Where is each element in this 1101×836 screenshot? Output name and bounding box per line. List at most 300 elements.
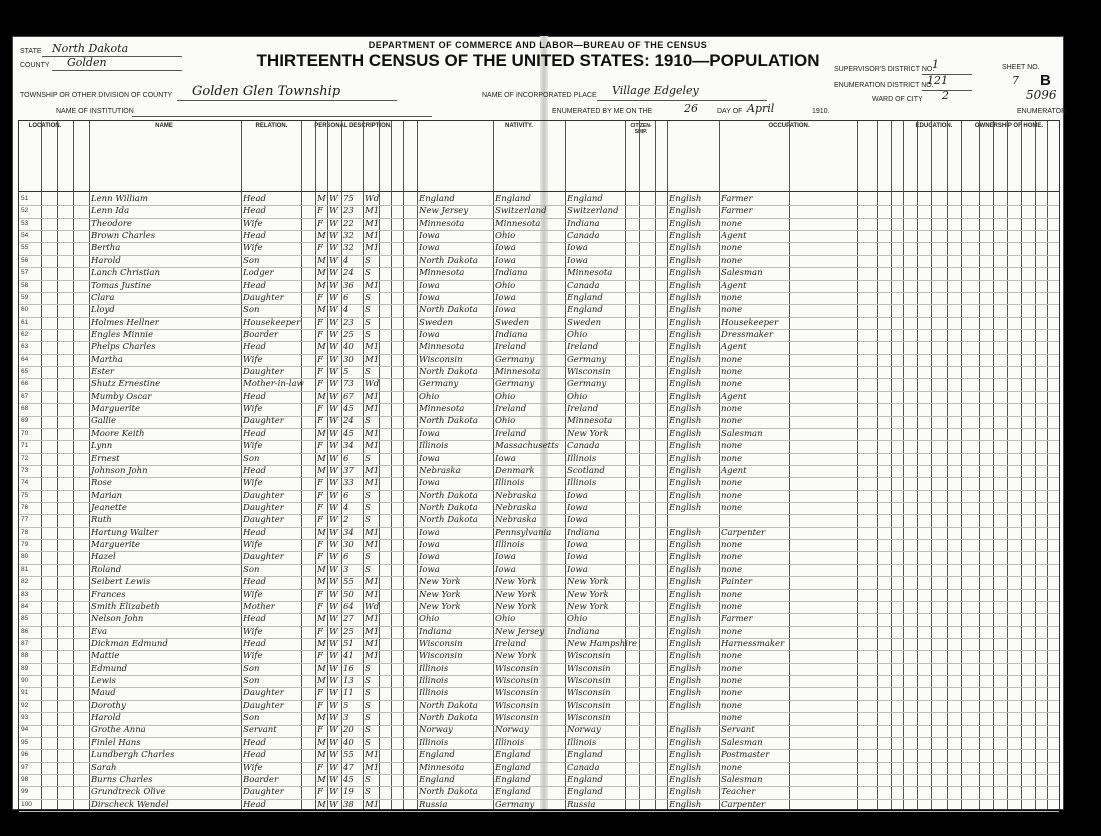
row-lang: English — [669, 614, 702, 625]
incorporated-line — [597, 100, 767, 101]
row-birth: North Dakota — [419, 787, 478, 798]
row-rel: Wife — [243, 404, 263, 415]
row-ms: M1 — [365, 527, 380, 538]
row-lang: English — [669, 342, 702, 353]
row-lang: English — [669, 750, 702, 761]
row-race: W — [329, 354, 338, 365]
row-age: 73 — [343, 379, 354, 390]
row-sex: M — [317, 342, 326, 353]
row-occ: Carpenter — [721, 799, 766, 810]
row-ms: Wd — [365, 379, 380, 390]
row-father: Iowa — [495, 564, 516, 575]
row-race: W — [329, 391, 338, 402]
row-n: 67 — [21, 392, 29, 400]
row-birth: Iowa — [419, 428, 440, 439]
row-age: 6 — [343, 552, 349, 563]
row-race: W — [329, 243, 338, 254]
row-race: W — [329, 453, 338, 464]
punch-hole — [1070, 456, 1083, 469]
row-birth: Iowa — [419, 527, 440, 538]
row-rel: Head — [243, 638, 266, 649]
row-sex: M — [317, 737, 326, 748]
row-occ: none — [721, 688, 743, 699]
row-lang: English — [669, 503, 702, 513]
row-ms: M1 — [365, 231, 380, 242]
row-age: 30 — [343, 354, 354, 365]
row-birth: Illinois — [419, 676, 449, 687]
institution-line — [132, 116, 432, 117]
row-n: 61 — [21, 318, 29, 326]
row-mother: New York — [567, 601, 609, 612]
row-name: Mumby Oscar — [91, 391, 152, 402]
row-age: 6 — [343, 490, 349, 501]
row-occ: Salesman — [721, 774, 763, 785]
row-rel: Wife — [243, 354, 263, 365]
row-race: W — [329, 317, 338, 328]
row-ms: M1 — [365, 614, 380, 625]
row-name: Nelson John — [91, 614, 144, 625]
row-n: 60 — [21, 306, 29, 314]
row-name: Shutz Ernestine — [91, 379, 161, 390]
row-mother: New York — [567, 428, 609, 439]
row-father: Wisconsin — [495, 663, 539, 674]
row-race: W — [329, 416, 338, 427]
row-race: W — [329, 515, 338, 526]
row-sex: M — [317, 268, 326, 279]
row-sex: M — [317, 774, 326, 785]
row-sex: F — [317, 354, 323, 365]
row-lang: English — [669, 367, 702, 378]
row-rel: Head — [243, 391, 266, 402]
row-mother: England — [567, 787, 603, 798]
col-relation: RELATION. — [255, 123, 288, 129]
row-mother: Iowa — [567, 490, 588, 501]
row-mother: Illinois — [567, 737, 597, 748]
row-birth: Russia — [419, 799, 448, 810]
row-birth: New Jersey — [419, 206, 469, 217]
row-father: Ireland — [495, 342, 527, 353]
page-stamp: 5096 — [1026, 88, 1057, 102]
row-name: Grundtreck Olive — [91, 787, 166, 798]
row-occ: Salesman — [721, 737, 763, 748]
row-birth: Iowa — [419, 231, 440, 242]
row-n: 92 — [21, 701, 29, 709]
row-father: Norway — [495, 725, 529, 736]
row-n: 88 — [21, 652, 29, 660]
row-birth: Wisconsin — [419, 638, 463, 649]
row-age: 5 — [343, 700, 349, 711]
row-name: Marian — [91, 490, 123, 501]
row-mother: Canada — [567, 762, 600, 773]
row-n: 64 — [21, 355, 29, 363]
row-sex: M — [317, 663, 326, 674]
row-age: 3 — [343, 564, 349, 575]
row-ms: S — [365, 317, 371, 328]
row-age: 23 — [343, 317, 354, 328]
row-lang: English — [669, 527, 702, 538]
ward-value: 2 — [942, 89, 949, 102]
row-n: 58 — [21, 281, 29, 289]
row-rel: Daughter — [243, 416, 284, 427]
day-of-label: DAY OF — [717, 108, 743, 115]
row-age: 36 — [343, 280, 354, 291]
row-lang: English — [669, 626, 702, 637]
enumerated-month: April — [747, 102, 775, 115]
row-father: Nebraska — [495, 503, 537, 513]
row-race: W — [329, 404, 338, 415]
row-occ: none — [721, 416, 743, 427]
row-ms: M1 — [365, 465, 380, 476]
row-race: W — [329, 194, 338, 204]
county-value: Golden — [67, 56, 107, 69]
row-mother: Ohio — [567, 329, 588, 340]
row-ms: S — [365, 416, 371, 427]
ward-label: WARD OF CITY — [872, 96, 923, 103]
row-father: New York — [495, 651, 537, 662]
row-lang: English — [669, 737, 702, 748]
enumerator-label: ENUMERATOR. — [1017, 108, 1069, 115]
row-race: W — [329, 367, 338, 378]
row-birth: Minnesota — [419, 762, 465, 773]
row-father: Nebraska — [495, 515, 537, 526]
row-rel: Wife — [243, 243, 263, 254]
row-sex: F — [317, 292, 323, 303]
row-birth: England — [419, 194, 455, 204]
row-name: Roland — [91, 564, 122, 575]
row-sex: F — [317, 651, 323, 662]
row-birth: Illinois — [419, 688, 449, 699]
county-line — [52, 70, 182, 71]
row-father: Massachusetts — [495, 441, 559, 452]
row-n: 86 — [21, 627, 29, 635]
row-mother: England — [567, 774, 603, 785]
row-race: W — [329, 676, 338, 687]
col-occupation: OCCUPATION. — [768, 123, 810, 129]
row-father: Wisconsin — [495, 676, 539, 687]
row-n: 82 — [21, 578, 29, 586]
row-n: 94 — [21, 726, 29, 734]
row-father: Ireland — [495, 428, 527, 439]
row-occ: Salesman — [721, 428, 763, 439]
row-father: Minnesota — [495, 367, 541, 378]
row-rel: Wife — [243, 762, 263, 773]
row-birth: Minnesota — [419, 218, 465, 229]
row-rel: Head — [243, 342, 266, 353]
row-name: Ester — [91, 367, 115, 378]
row-lang: English — [669, 787, 702, 798]
row-age: 6 — [343, 453, 349, 464]
row-sex: F — [317, 552, 323, 563]
row-occ: none — [721, 651, 743, 662]
row-father: Ohio — [495, 614, 516, 625]
row-occ: Farmer — [721, 194, 753, 204]
row-sex: F — [317, 725, 323, 736]
row-birth: North Dakota — [419, 255, 478, 266]
row-race: W — [329, 342, 338, 353]
row-rel: Son — [243, 663, 260, 674]
row-race: W — [329, 527, 338, 538]
row-race: W — [329, 713, 338, 724]
row-age: 55 — [343, 750, 354, 761]
row-race: W — [329, 428, 338, 439]
row-name: Hazel — [91, 552, 116, 563]
row-lang: English — [669, 218, 702, 229]
census-sheet — [12, 36, 1069, 810]
row-name: Lewis — [91, 676, 117, 687]
row-occ: Dressmaker — [721, 329, 774, 340]
row-birth: Wisconsin — [419, 651, 463, 662]
row-race: W — [329, 268, 338, 279]
row-n: 52 — [21, 207, 29, 215]
row-father: New York — [495, 577, 537, 588]
row-age: 64 — [343, 601, 354, 612]
row-birth: Iowa — [419, 478, 440, 489]
row-mother: Ohio — [567, 614, 588, 625]
row-age: 67 — [343, 391, 354, 402]
township-line — [177, 100, 397, 101]
row-mother: Iowa — [567, 552, 588, 563]
row-father: Pennsylvania — [495, 527, 552, 538]
row-rel: Mother-in-law — [243, 379, 304, 390]
row-father: Sweden — [495, 317, 530, 328]
row-sex: M — [317, 577, 326, 588]
row-ms: M1 — [365, 280, 380, 291]
row-mother: Iowa — [567, 255, 588, 266]
row-race: W — [329, 725, 338, 736]
row-sex: M — [317, 391, 326, 402]
row-occ: none — [721, 478, 743, 489]
row-sex: M — [317, 231, 326, 242]
row-race: W — [329, 601, 338, 612]
row-age: 6 — [343, 292, 349, 303]
row-mother: Indiana — [567, 626, 600, 637]
row-occ: Harnessmaker — [721, 638, 785, 649]
row-age: 32 — [343, 243, 354, 254]
row-sex: M — [317, 564, 326, 575]
row-age: 51 — [343, 638, 354, 649]
row-birth: Minnesota — [419, 268, 465, 279]
row-mother: Canada — [567, 280, 600, 291]
row-n: 54 — [21, 232, 29, 240]
row-lang: English — [669, 725, 702, 736]
row-lang: English — [669, 651, 702, 662]
row-rel: Head — [243, 614, 266, 625]
row-mother: New York — [567, 577, 609, 588]
row-age: 34 — [343, 527, 354, 538]
row-rel: Head — [243, 428, 266, 439]
row-ms: M1 — [365, 750, 380, 761]
row-ms: S — [365, 737, 371, 748]
row-father: Indiana — [495, 268, 528, 279]
row-occ: none — [721, 762, 743, 773]
row-rel: Daughter — [243, 787, 284, 798]
row-mother: Germany — [567, 379, 607, 390]
row-ms: S — [365, 663, 371, 674]
row-father: Ohio — [495, 231, 516, 242]
row-rel: Son — [243, 676, 260, 687]
row-age: 32 — [343, 231, 354, 242]
row-sex: F — [317, 515, 323, 526]
county-label: COUNTY — [20, 62, 50, 69]
row-sex: F — [317, 762, 323, 773]
row-name: Harold — [91, 713, 121, 724]
row-occ: Agent — [721, 391, 747, 402]
row-n: 100 — [21, 800, 32, 808]
row-rel: Wife — [243, 651, 263, 662]
row-father: Illinois — [495, 478, 525, 489]
row-lang: English — [669, 663, 702, 674]
row-name: Hartung Walter — [91, 527, 159, 538]
row-ms: M1 — [365, 626, 380, 637]
punch-hole — [1070, 546, 1083, 559]
row-occ: none — [721, 564, 743, 575]
row-ms: S — [365, 564, 371, 575]
row-mother: Iowa — [567, 243, 588, 254]
row-rel: Daughter — [243, 700, 284, 711]
row-lang: English — [669, 688, 702, 699]
row-race: W — [329, 651, 338, 662]
row-lang: English — [669, 465, 702, 476]
row-rel: Son — [243, 564, 260, 575]
punch-hole — [1070, 122, 1083, 135]
row-n: 57 — [21, 269, 29, 277]
row-name: Dickman Edmund — [91, 638, 168, 649]
row-birth: Iowa — [419, 552, 440, 563]
row-father: Illinois — [495, 540, 525, 551]
row-occ: none — [721, 601, 743, 612]
row-name: Lenn William — [91, 194, 148, 204]
row-age: 40 — [343, 737, 354, 748]
row-n: 76 — [21, 504, 29, 511]
row-lang: English — [669, 552, 702, 563]
row-father: Ireland — [495, 404, 527, 415]
supervisor-value: 1 — [932, 58, 939, 71]
census-title: THIRTEENTH CENSUS OF THE UNITED STATES: 1910—POPULATION — [256, 51, 820, 70]
row-rel: Boarder — [243, 774, 279, 785]
row-n: 75 — [21, 491, 29, 499]
row-lang: English — [669, 453, 702, 464]
row-occ: none — [721, 243, 743, 254]
row-n: 98 — [21, 775, 29, 783]
row-name: Engles Minnie — [91, 329, 154, 340]
row-ms: M1 — [365, 404, 380, 415]
row-n: 70 — [21, 429, 29, 437]
row-occ: none — [721, 305, 743, 316]
row-name: Dorothy — [91, 700, 126, 711]
row-occ: none — [721, 255, 743, 266]
row-rel: Housekeeper — [243, 317, 301, 328]
row-name: Rose — [91, 478, 112, 489]
row-n: 73 — [21, 466, 29, 474]
row-n: 53 — [21, 219, 29, 227]
row-rel: Daughter — [243, 503, 284, 513]
row-ms: M1 — [365, 391, 380, 402]
row-father: Germany — [495, 379, 535, 390]
row-occ: Painter — [721, 577, 753, 588]
row-sex: F — [317, 416, 323, 427]
row-name: Maud — [91, 688, 116, 699]
row-occ: Carpenter — [721, 527, 766, 538]
row-n: 81 — [21, 565, 29, 573]
row-name: Theodore — [91, 218, 132, 229]
row-father: Illinois — [495, 737, 525, 748]
row-ms: S — [365, 688, 371, 699]
state-line — [42, 56, 182, 57]
row-name: Grothe Anna — [91, 725, 146, 736]
row-mother: Sweden — [567, 317, 602, 328]
row-name: Harold — [91, 255, 121, 266]
enumerated-label: ENUMERATED BY ME ON THE — [552, 108, 653, 115]
row-lang: English — [669, 799, 702, 810]
row-rel: Daughter — [243, 552, 284, 563]
row-sex: F — [317, 787, 323, 798]
row-sex: F — [317, 206, 323, 217]
row-sex: F — [317, 404, 323, 415]
row-n: 89 — [21, 664, 29, 672]
row-lang: English — [669, 774, 702, 785]
row-race: W — [329, 626, 338, 637]
table-row — [19, 490, 1059, 503]
row-lang: English — [669, 540, 702, 551]
row-name: Moore Keith — [91, 428, 145, 439]
row-father: England — [495, 762, 531, 773]
state-label: STATE — [20, 48, 42, 55]
row-rel: Head — [243, 527, 266, 538]
row-mother: Iowa — [567, 564, 588, 575]
row-n: 65 — [21, 368, 29, 376]
row-n: 55 — [21, 244, 29, 252]
row-occ: Agent — [721, 465, 747, 476]
row-race: W — [329, 280, 338, 291]
department-heading: DEPARTMENT OF COMMERCE AND LABOR—BUREAU OF THE CENSUS — [368, 40, 708, 50]
row-father: Ohio — [495, 280, 516, 291]
row-father: England — [495, 194, 531, 204]
row-father: Nebraska — [495, 490, 537, 501]
row-mother: Iowa — [567, 515, 588, 526]
row-birth: Iowa — [419, 280, 440, 291]
col-education: EDUCATION. — [915, 123, 953, 129]
enum-district-label: ENUMERATION DISTRICT NO. — [834, 82, 934, 89]
row-rel: Daughter — [243, 490, 284, 501]
row-ms: S — [365, 713, 371, 724]
row-name: Finlel Hans — [91, 737, 141, 748]
col-ownership: OWNERSHIP OF HOME. — [974, 123, 1044, 129]
row-ms: S — [365, 490, 371, 501]
row-name: Lundbergh Charles — [91, 750, 175, 761]
row-occ: none — [721, 540, 743, 551]
row-mother: Wisconsin — [567, 651, 611, 662]
sheet-value: 7 — [1012, 74, 1019, 87]
row-rel: Head — [243, 194, 266, 204]
row-rel: Wife — [243, 218, 263, 229]
row-lang: English — [669, 243, 702, 254]
row-lang: English — [669, 255, 702, 266]
row-birth: Iowa — [419, 243, 440, 254]
row-age: 45 — [343, 404, 354, 415]
row-birth: Sweden — [419, 317, 454, 328]
row-name: Jeanette — [91, 503, 127, 513]
row-ms: M1 — [365, 342, 380, 353]
row-occ: Teacher — [721, 787, 756, 798]
row-lang: English — [669, 441, 702, 452]
row-rel: Wife — [243, 540, 263, 551]
row-age: 19 — [343, 787, 354, 798]
row-occ: none — [721, 367, 743, 378]
row-father: Wisconsin — [495, 688, 539, 699]
row-n: 87 — [21, 639, 29, 647]
row-name: Sarah — [91, 762, 117, 773]
row-birth: North Dakota — [419, 515, 478, 526]
